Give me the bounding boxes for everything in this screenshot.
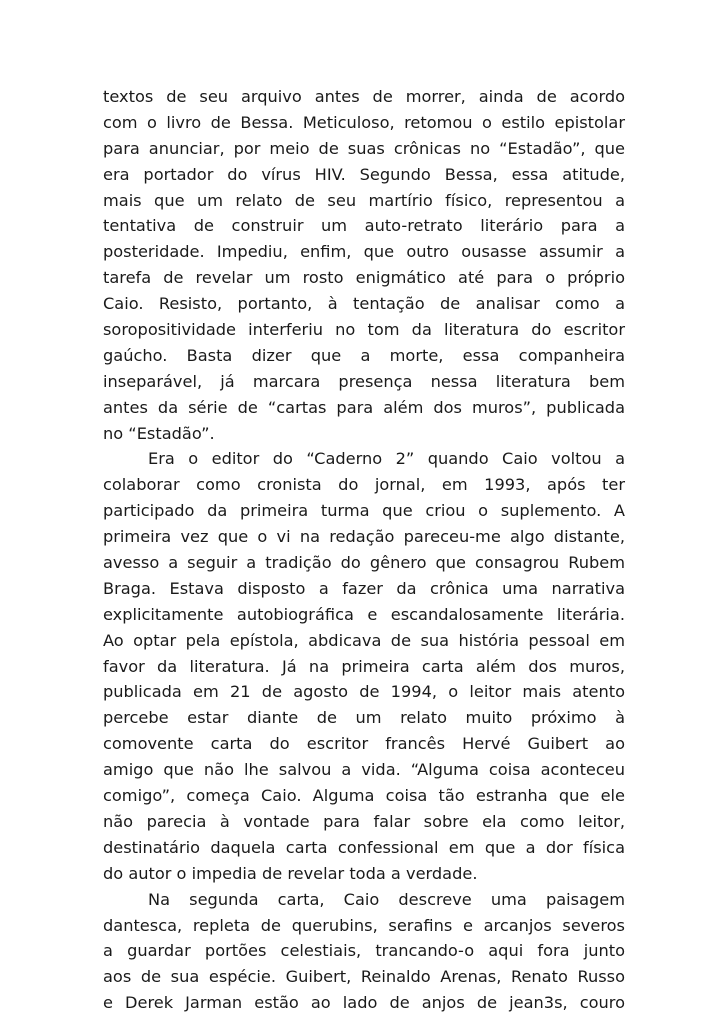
- text-line: colaborar como cronista do jornal, em 1993, após ter: [103, 475, 625, 495]
- text-line: Ao optar pela epístola, abdicava de sua história pessoal em: [103, 630, 625, 650]
- text-line: no “Estadão”.: [103, 423, 215, 443]
- text-line: gaúcho. Basta dizer que a morte, essa companheira: [103, 345, 625, 365]
- text-line: e Derek Jarman estão ao lado de anjos de jean3s, couro: [103, 993, 625, 1013]
- text-line: percebe estar diante de um relato muito próximo à: [103, 708, 625, 728]
- text-line: dantesca, repleta de querubins, serafins e arcanjos severos: [103, 915, 625, 935]
- paragraph: [103, 84, 625, 446]
- text-line: antes da série de “cartas para além dos muros”, publicada: [103, 397, 625, 417]
- text-line: inseparável, já marcara presença nessa literatura bem: [103, 371, 625, 391]
- text-line: a guardar portões celestiais, trancando-o aqui fora junto: [103, 941, 625, 961]
- text-line: amigo que não lhe salvou a vida. “Alguma coisa aconteceu: [103, 760, 625, 780]
- text-line: mais que um relato de seu martírio físico, representou a: [103, 190, 625, 210]
- text-line: com o livro de Bessa. Meticuloso, retomou o estilo epistolar: [103, 112, 625, 132]
- text-line: explicitamente autobiográfica e escandalosamente literária.: [103, 604, 625, 624]
- text-line: posteridade. Impediu, enfim, que outro ousasse assumir a: [103, 242, 625, 262]
- text-line: soropositividade interferiu no tom da literatura do escritor: [103, 320, 625, 340]
- text-line: comigo”, começa Caio. Alguma coisa tão estranha que ele: [103, 786, 625, 806]
- text-line: não parecia à vontade para falar sobre ela como leitor,: [103, 811, 625, 831]
- text-line: comovente carta do escritor francês Hervé Guibert ao: [103, 734, 625, 754]
- text-line: publicada em 21 de agosto de 1994, o leitor mais atento: [103, 682, 625, 702]
- text-line: era portador do vírus HIV. Segundo Bessa, essa atitude,: [103, 164, 625, 184]
- text-line: participado da primeira turma que criou o suplemento. A: [103, 501, 625, 521]
- paragraph: [103, 446, 625, 886]
- paragraph: [103, 887, 625, 1016]
- text-line: Caio. Resisto, portanto, à tentação de analisar como a: [103, 294, 625, 314]
- text-line: destinatário daquela carta confessional em que a dor física: [103, 837, 625, 857]
- text-line: primeira vez que o vi na redação pareceu-me algo distante,: [103, 527, 625, 547]
- text-line: do autor o impedia de revelar toda a verdade.: [103, 863, 478, 883]
- text-line: textos de seu arquivo antes de morrer, ainda de acordo: [103, 87, 625, 106]
- text-line: avesso a seguir a tradição do gênero que consagrou Rubem: [103, 553, 625, 573]
- text-line: Braga. Estava disposto a fazer da crônica uma narrativa: [103, 578, 625, 598]
- text-line: aos de sua espécie. Guibert, Reinaldo Arenas, Renato Russo: [103, 967, 625, 987]
- text-line: tarefa de revelar um rosto enigmático até para o próprio: [103, 268, 625, 288]
- text-line: Na segunda carta, Caio descreve uma paisagem: [148, 889, 625, 909]
- text-line: favor da literatura. Já na primeira carta além dos muros,: [103, 656, 625, 676]
- text-line: Era o editor do “Caderno 2” quando Caio voltou a: [148, 449, 625, 469]
- document-page: [103, 84, 625, 1016]
- text-line: tentativa de construir um auto-retrato literário para a: [103, 216, 625, 236]
- text-line: para anunciar, por meio de suas crônicas no “Estadão”, que: [103, 138, 625, 158]
